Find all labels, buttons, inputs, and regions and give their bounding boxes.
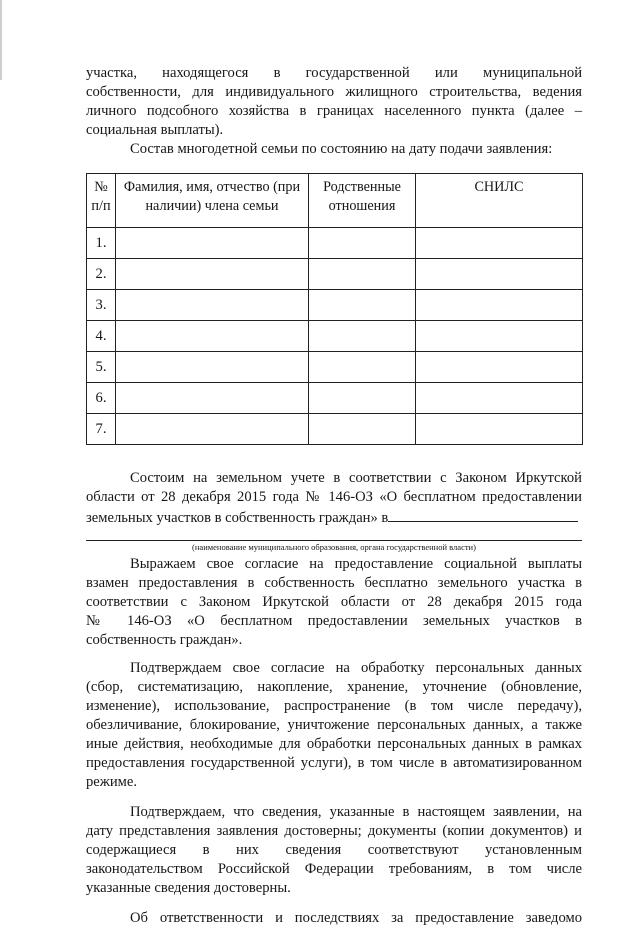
row-number: 6. [87,383,116,414]
data-line-6: предоставления государственной услуги), в том числе в автоматизированном [86,755,582,771]
snils-cell[interactable] [416,383,583,414]
header-name: Фамилия, имя, отчество (при наличии) члена семьи [116,174,309,228]
municipality-fill-line[interactable] [388,507,578,522]
relation-cell[interactable] [309,259,416,290]
payment-line-4: № 146-ОЗ «О бесплатном предоставлении земельных участков в [86,613,582,629]
confirm-line-3: содержащиеся в них сведения соответствуют установленным [86,842,582,858]
name-cell[interactable] [116,383,309,414]
intro-line-2: собственности, для индивидуального жилищного строительства, ведения [86,84,582,100]
document-page [86,64,582,928]
family-table [86,173,583,445]
snils-cell[interactable] [416,321,583,352]
data-line-2: (сбор, систематизацию, накопление, хранение, уточнение (обновление, [86,679,582,695]
header-relation: Родственные отношения [309,174,416,228]
table-row [87,290,583,321]
data-line-3: изменение), использование, распространение (в том числе передачу), [86,698,582,714]
municipality-underline[interactable] [86,540,582,541]
intro-paragraph [86,64,582,140]
relation-cell[interactable] [309,414,416,445]
family-caption: Состав многодетной семьи по состоянию на дату подачи заявления: [130,141,553,157]
name-cell[interactable] [116,290,309,321]
snils-cell[interactable] [416,414,583,445]
intro-line-4: социальная выплаты). [86,122,224,138]
row-number: 7. [87,414,116,445]
snils-cell[interactable] [416,352,583,383]
land-line-1: Состоим на земельном учете в соответствии с Законом Иркутской [130,470,582,486]
name-cell[interactable] [116,414,309,445]
table-header-row [87,174,583,228]
row-number: 3. [87,290,116,321]
payment-line-1: Выражаем свое согласие на предоставление социальной выплаты [130,556,582,572]
personal-data-consent-paragraph [86,659,582,792]
land-line-3-text: земельных участков в собственность граждан» в [86,510,389,526]
table-row [87,259,583,290]
payment-consent-paragraph [86,555,582,650]
row-number: 2. [87,259,116,290]
relation-cell[interactable] [309,383,416,414]
table-row [87,383,583,414]
payment-line-5: собственность граждан». [86,632,243,648]
snils-cell[interactable] [416,228,583,259]
data-line-4: обезличивание, блокирование, уничтожение персональных данных, а также [86,717,582,733]
municipality-hint: (наименование муниципального образования, органа государственной власти) [192,542,476,552]
confirm-line-5: указанные сведения достоверны. [86,880,291,896]
table-row [87,228,583,259]
responsibility-line-1: Об ответственности и последствиях за предоставление заведомо [130,910,582,926]
table-row [87,352,583,383]
intro-line-1: участка, находящегося в государственной или муниципальной [86,65,582,81]
confirm-line-1: Подтверждаем, что сведения, указанные в настоящем заявлении, на [130,804,582,820]
snils-cell[interactable] [416,259,583,290]
row-number: 4. [87,321,116,352]
confirm-line-2: дату представления заявления достоверны; документы (копии документов) и [86,823,582,839]
table-row [87,321,583,352]
land-line-3 [86,507,582,528]
confirm-line-4: законодательством Российской Федерации требованиям, в том числе [86,861,582,877]
name-cell[interactable] [116,228,309,259]
payment-line-2: взамен предоставления в собственность бесплатно земельного участка в [86,575,582,591]
snils-cell[interactable] [416,290,583,321]
page-edge-mark [0,0,2,80]
header-num: № п/п [87,174,116,228]
name-cell[interactable] [116,321,309,352]
row-number: 1. [87,228,116,259]
responsibility-paragraph [86,909,582,928]
relation-cell[interactable] [309,228,416,259]
name-cell[interactable] [116,352,309,383]
confirmation-paragraph [86,803,582,898]
row-number: 5. [87,352,116,383]
data-line-5: иные действия, необходимые для обработки персональных данных в рамках [86,736,582,752]
payment-line-3: соответствии с Законом Иркутской области от 28 декабря 2015 года [86,594,582,610]
table-row [87,414,583,445]
land-line-2: области от 28 декабря 2015 года № 146-ОЗ «О бесплатном предоставлении [86,489,582,505]
relation-cell[interactable] [309,290,416,321]
header-snils: СНИЛС [416,174,583,228]
relation-cell[interactable] [309,321,416,352]
intro-line-3: личного подсобного хозяйства в границах населенного пункта (далее – [86,103,582,119]
data-line-7: режиме. [86,774,138,790]
name-cell[interactable] [116,259,309,290]
data-line-1: Подтверждаем свое согласие на обработку персональных данных [130,660,582,676]
land-registration-paragraph [86,469,582,553]
relation-cell[interactable] [309,352,416,383]
